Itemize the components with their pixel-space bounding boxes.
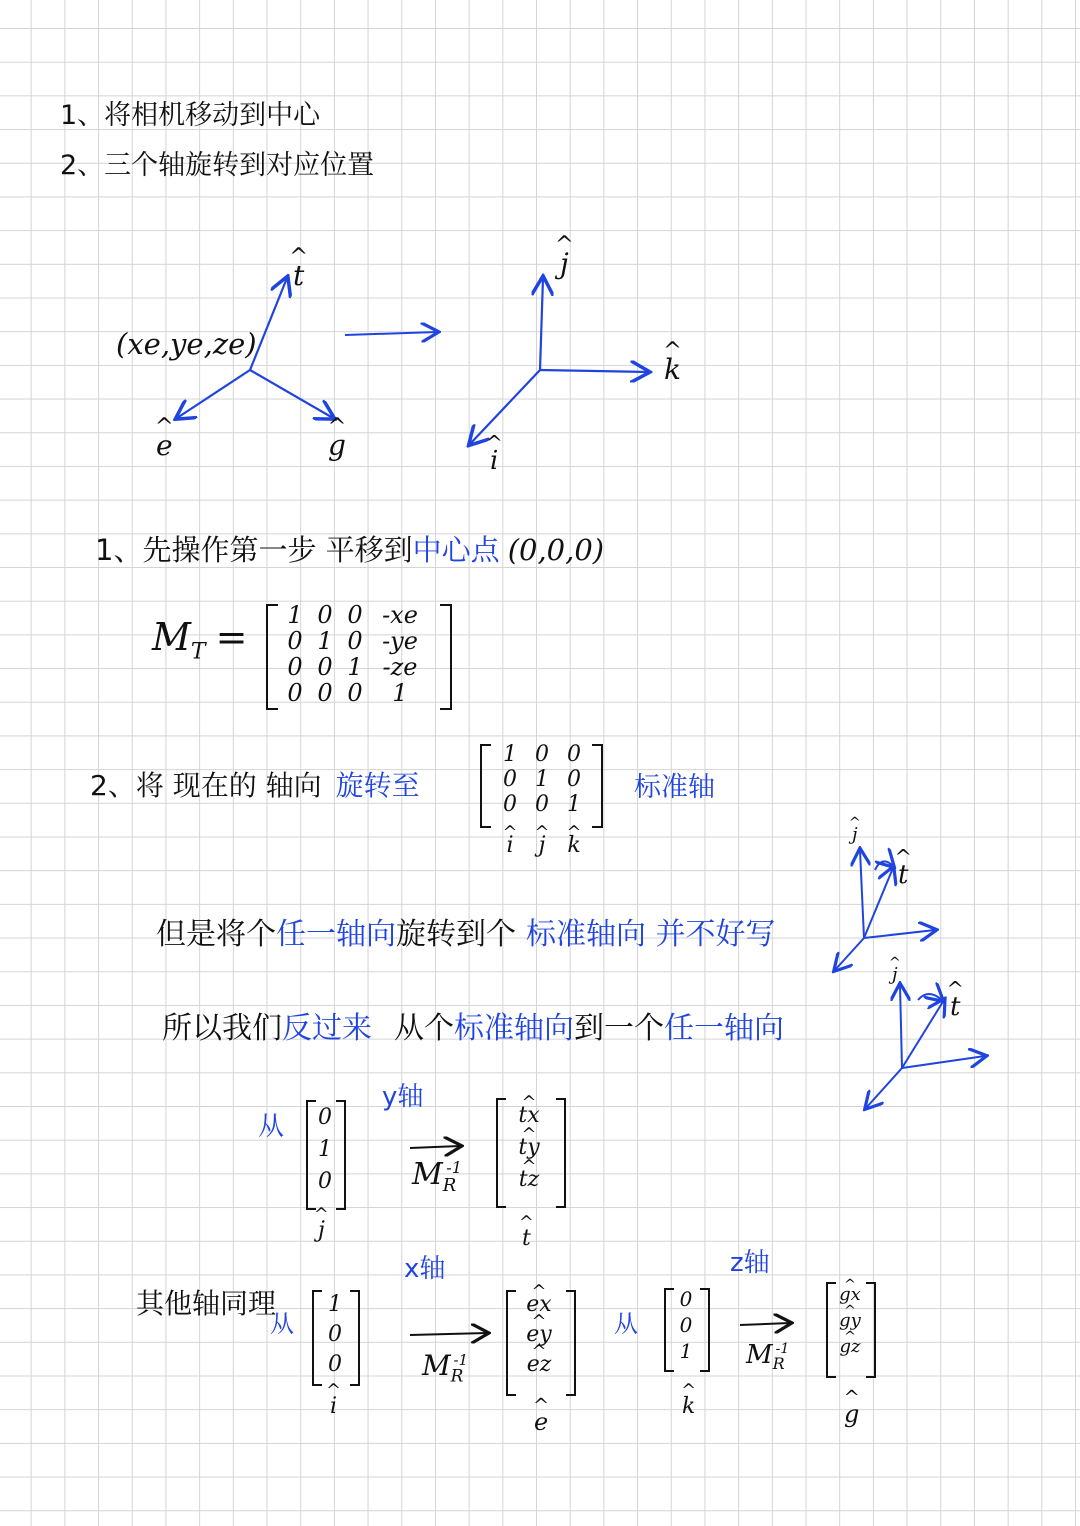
matrix-cell: 0 bbox=[567, 767, 581, 792]
matrix-row bbox=[494, 792, 590, 817]
vector-entry: ^ gy bbox=[832, 1308, 868, 1334]
z-standard-vector bbox=[672, 1286, 700, 1364]
rotation-matrix bbox=[494, 742, 590, 817]
translation-matrix bbox=[280, 602, 430, 706]
others-same-label: 其他轴同理 bbox=[136, 1287, 277, 1320]
vector-entry: 1 bbox=[679, 1339, 693, 1363]
matrix-cell: -ze bbox=[382, 653, 418, 681]
vector-entry: ^ ty bbox=[506, 1132, 552, 1164]
matrix-cell: 0 bbox=[347, 601, 363, 629]
sketch-bottom-j-label: ^ j bbox=[892, 966, 898, 984]
vector-entry: 0 bbox=[679, 1287, 693, 1311]
x-vector-right-bracket bbox=[350, 1290, 360, 1386]
y-result-right-bracket bbox=[556, 1098, 566, 1208]
k-axis-label: ^ k bbox=[664, 356, 681, 384]
matrix-cell: 0 bbox=[535, 792, 549, 817]
matrix-cell: 0 bbox=[317, 679, 333, 707]
matrix-row bbox=[280, 654, 430, 680]
camera-position-label: (xe,ye,ze) bbox=[116, 327, 257, 361]
vector-entry: ^ ez bbox=[514, 1350, 564, 1380]
matrix-cell: 0 bbox=[503, 767, 517, 792]
vector-entry: 0 bbox=[318, 1105, 332, 1130]
vector-entry: ^ gx bbox=[832, 1282, 868, 1308]
rotation-matrix-right-bracket bbox=[592, 744, 603, 828]
note-hard-to-write: 但是将个任一轴向旋转到个 标准轴向 并不好写 bbox=[156, 917, 776, 952]
matrix-row bbox=[494, 767, 590, 792]
matrix-cell: 1 bbox=[503, 742, 517, 767]
i-axis-arrow bbox=[470, 370, 540, 444]
x-transform-label: $M_R^{-1}$ bbox=[422, 1349, 469, 1387]
i-axis-label: ^ i bbox=[490, 448, 498, 474]
translation-matrix-left-bracket bbox=[266, 604, 278, 710]
vector-entry: ^ gz bbox=[832, 1334, 868, 1360]
matrix-cell: 0 bbox=[503, 792, 517, 817]
x-standard-vector bbox=[320, 1290, 350, 1380]
y-transform-label: $M_R^{-1}$ bbox=[412, 1157, 462, 1196]
y-result-vector bbox=[506, 1100, 552, 1196]
y-standard-vector bbox=[312, 1102, 338, 1198]
matrix-cell: -xe bbox=[382, 601, 418, 629]
rotation-matrix-left-bracket bbox=[480, 744, 491, 828]
y-transform-arrow bbox=[410, 1146, 460, 1148]
matrix-row bbox=[280, 602, 430, 628]
g-axis-label: ^ g bbox=[328, 432, 346, 460]
t-axis-label: ^ t bbox=[293, 262, 304, 290]
transition-arrow bbox=[345, 332, 437, 335]
note-reverse: 所以我们反过来 从个标准轴向到一个任一轴向 bbox=[162, 1011, 784, 1046]
matrix-cell: 1 bbox=[535, 767, 549, 792]
z-vector-label: ^ k bbox=[682, 1396, 695, 1418]
vector-entry: 0 bbox=[318, 1169, 332, 1194]
translation-matrix-right-bracket bbox=[440, 604, 452, 710]
vector-entry: ^ ey bbox=[514, 1320, 564, 1350]
vector-entry: 0 bbox=[679, 1313, 693, 1337]
matrix-cell: 0 bbox=[567, 742, 581, 767]
y-from-label: 从 bbox=[258, 1112, 285, 1142]
column-label: ^ k bbox=[558, 832, 590, 860]
y-axis-title: y轴 bbox=[382, 1082, 424, 1112]
column-label-row bbox=[494, 832, 590, 860]
y-result-label: ^ t bbox=[522, 1228, 531, 1250]
rotation-column-labels bbox=[494, 832, 590, 860]
vector-entry: ^ tx bbox=[506, 1100, 552, 1132]
matrix-row bbox=[280, 680, 430, 706]
center-point-highlight: 中心点 bbox=[412, 533, 500, 567]
matrix-cell: 0 bbox=[347, 627, 363, 655]
k-axis-arrow bbox=[540, 370, 648, 372]
x-result-vector bbox=[514, 1290, 564, 1380]
matrix-cell: 1 bbox=[347, 653, 363, 681]
translate-step-text: 1、先操作第一步 平移到中心点 (0,0,0) bbox=[95, 533, 605, 567]
side-sketch-bottom bbox=[866, 985, 985, 1108]
sketch-top-j-label: ^ j bbox=[852, 826, 858, 844]
standard-axes bbox=[470, 278, 648, 444]
matrix-cell: 1 bbox=[317, 627, 333, 655]
j-axis-arrow bbox=[540, 278, 543, 370]
z-result-label: ^ g bbox=[844, 1402, 859, 1426]
x-result-label: ^ e bbox=[534, 1410, 548, 1434]
matrix-cell: 1 bbox=[567, 792, 581, 817]
matrix-cell: 1 bbox=[287, 601, 303, 629]
standard-axis-label: 标准轴 bbox=[634, 772, 715, 803]
vector-entry: 1 bbox=[328, 1292, 342, 1317]
step-1-text: 1、将相机移动到中心 bbox=[60, 100, 321, 131]
matrix-cell: 0 bbox=[317, 601, 333, 629]
z-axis-title: z轴 bbox=[730, 1248, 770, 1278]
matrix-row bbox=[494, 742, 590, 767]
rotate-to-highlight: 旋转至 bbox=[335, 769, 420, 802]
x-axis-title: x轴 bbox=[404, 1254, 446, 1284]
e-axis-label: ^ e bbox=[156, 432, 173, 460]
vector-entry: ^ ex bbox=[514, 1290, 564, 1320]
matrix-cell: -ye bbox=[382, 627, 418, 655]
vector-entry: ^ tz bbox=[506, 1164, 552, 1196]
j-axis-label: ^ j bbox=[560, 250, 569, 278]
column-label: ^ j bbox=[526, 832, 558, 860]
vector-entry: 0 bbox=[328, 1322, 342, 1347]
matrix-cell: 0 bbox=[535, 742, 549, 767]
y-vector-label: ^ j bbox=[318, 1220, 325, 1242]
step-2-text: 2、三个轴旋转到对应位置 bbox=[60, 150, 375, 181]
vector-entry: 1 bbox=[318, 1137, 332, 1162]
z-from-label: 从 bbox=[614, 1310, 638, 1338]
g-axis-arrow bbox=[250, 370, 333, 418]
matrix-cell: 0 bbox=[317, 653, 333, 681]
x-vector-label: ^ i bbox=[330, 1396, 337, 1418]
z-vector-right-bracket bbox=[700, 1288, 710, 1372]
matrix-cell: 1 bbox=[392, 679, 408, 707]
x-result-right-bracket bbox=[566, 1290, 576, 1396]
origin-coordinates: (0,0,0) bbox=[507, 533, 605, 567]
translation-matrix-label: $M_T$ = bbox=[152, 615, 248, 665]
side-sketch-top bbox=[835, 850, 935, 970]
column-label: ^ i bbox=[494, 832, 526, 860]
rotate-step-text: 2、将 现在的 轴向 旋转至 bbox=[90, 769, 420, 802]
matrix-row bbox=[280, 628, 430, 654]
z-transform-arrow bbox=[740, 1323, 790, 1325]
x-from-label: 从 bbox=[270, 1310, 294, 1338]
sketch-top-t-label: ^ t bbox=[898, 862, 908, 888]
z-result-vector bbox=[832, 1282, 868, 1360]
matrix-cell: 0 bbox=[347, 679, 363, 707]
matrix-cell: 0 bbox=[287, 679, 303, 707]
vector-entry: 0 bbox=[328, 1352, 342, 1377]
y-result-left-bracket bbox=[496, 1098, 506, 1208]
x-transform-arrow bbox=[410, 1333, 487, 1335]
sketch-bottom-t-label: ^ t bbox=[950, 994, 960, 1020]
z-transform-label: $M_R^{-1}$ bbox=[746, 1340, 790, 1374]
matrix-cell: 0 bbox=[287, 627, 303, 655]
matrix-cell: 0 bbox=[287, 653, 303, 681]
e-axis-arrow bbox=[177, 370, 250, 418]
